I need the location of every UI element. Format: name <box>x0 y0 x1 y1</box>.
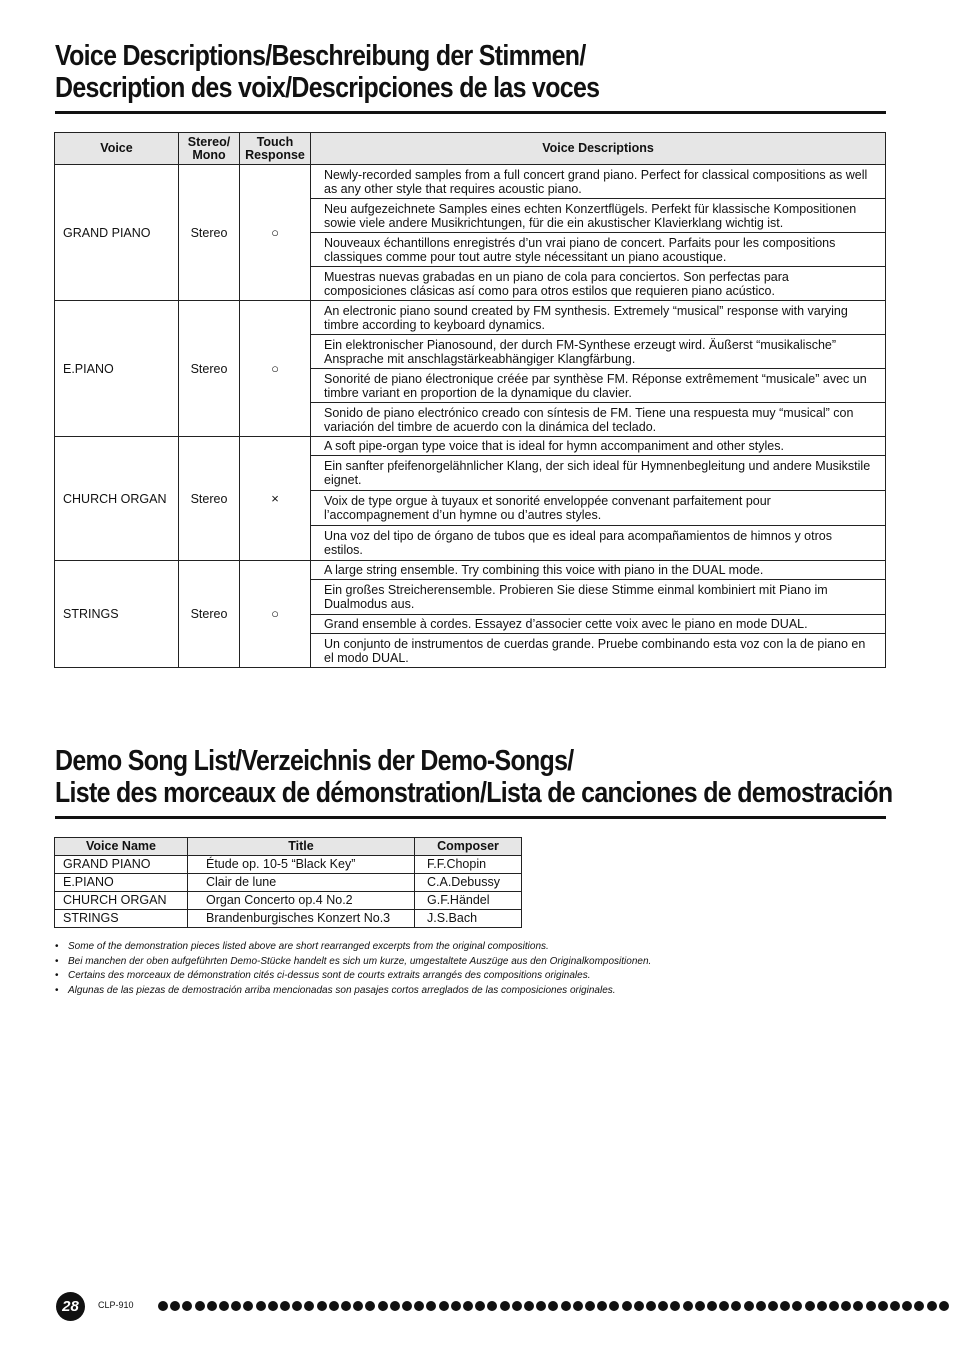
footer-dot <box>695 1301 705 1311</box>
stereo-cell: Stereo <box>179 561 240 668</box>
description-spanish: Sonido de piano electrónico creado con síntesis de FM. Tiene una respuesta muy “musical” con variación del timbre de acuerdo con la dinámica del teclado. <box>311 403 886 437</box>
footer-dot <box>609 1301 619 1311</box>
description-english: An electronic piano sound created by FM synthesis. Extremely “musical” response with varying timbre according to keyboard dynamics. <box>311 301 886 335</box>
footer-dot <box>341 1301 351 1311</box>
footer-dot <box>561 1301 571 1311</box>
footer-dot <box>317 1301 327 1311</box>
footer-dot <box>573 1301 583 1311</box>
footer-dot <box>487 1301 497 1311</box>
model-label: CLP-910 <box>98 1300 134 1310</box>
footer-dot <box>792 1301 802 1311</box>
footer-dot <box>475 1301 485 1311</box>
footer-dot <box>841 1301 851 1311</box>
voice-name-column-header: Voice Name <box>55 838 188 856</box>
footer-dot <box>707 1301 717 1311</box>
footer-dot <box>927 1301 937 1311</box>
touch-response-cell: ○ <box>240 165 311 301</box>
note-item: • Bei manchen der oben aufgeführten Demo-Stücke handelt es sich um kurze, umgestaltete Auszüge aus den Originalkompositionen. <box>55 955 651 970</box>
title-cell: Étude op. 10-5 “Black Key” <box>188 856 415 874</box>
description-french: Nouveaux échantillons enregistrés d’un vrai piano de concert. Parfaits pour les compositions classiques comme pour tout autre style nécessitant un piano acoustique. <box>311 233 886 267</box>
touch-response-cell: × <box>240 437 311 561</box>
footer-dot <box>878 1301 888 1311</box>
footer-dot <box>731 1301 741 1311</box>
footer-dot <box>817 1301 827 1311</box>
title-cell: Clair de lune <box>188 874 415 892</box>
footer-dot <box>829 1301 839 1311</box>
footer-dot <box>378 1301 388 1311</box>
footer-dot <box>243 1301 253 1311</box>
footer-dot <box>292 1301 302 1311</box>
touch-response-column-header <box>240 133 311 165</box>
demo-song-list-heading <box>55 745 892 809</box>
footer-dot <box>622 1301 632 1311</box>
table-row <box>55 301 886 335</box>
voice-name-cell: STRINGS <box>55 561 179 668</box>
header-line: Stereo/ <box>187 134 231 149</box>
header-line: Mono <box>192 147 226 162</box>
footer-dot <box>353 1301 363 1311</box>
footer-dot <box>585 1301 595 1311</box>
description-spanish: Muestras nuevas grabadas en un piano de cola para conciertos. Son perfectas para composiciones clásicas así como para otros estilos que requieren piano acústico. <box>311 267 886 301</box>
footer-dot <box>219 1301 229 1311</box>
footer-dot <box>902 1301 912 1311</box>
touch-response-cell: ○ <box>240 301 311 437</box>
description-spanish: Un conjunto de instrumentos de cuerdas grande. Pruebe combinando esta voz con la de piano en el modo DUAL. <box>311 634 886 668</box>
footer-dot <box>256 1301 266 1311</box>
title-cell: Brandenburgisches Konzert No.3 <box>188 910 415 928</box>
composer-cell: F.F.Chopin <box>415 856 522 874</box>
voice-descriptions-heading <box>55 40 599 104</box>
note-item: • Algunas de las piezas de demostración arriba mencionadas son pasajes cortos arreglados de las composiciones originales. <box>55 984 651 999</box>
description-english: Newly-recorded samples from a full concert grand piano. Perfect for classical compositions as well as any other style that requires acoustic piano. <box>311 165 886 199</box>
footer-dot <box>195 1301 205 1311</box>
touch-response-cell: ○ <box>240 561 311 668</box>
voice-name-cell: GRAND PIANO <box>55 165 179 301</box>
heading-line: Liste des morceaux de démonstration/Lista de canciones de demostración <box>55 777 893 809</box>
description-german: Ein großes Streicherensemble. Probieren Sie diese Stimme einmal kombiniert mit Piano im Dualmodus aus. <box>311 580 886 615</box>
footer-dot <box>597 1301 607 1311</box>
footer-dot <box>439 1301 449 1311</box>
table-header-row <box>55 133 886 165</box>
footer-dot <box>390 1301 400 1311</box>
footer-dot <box>646 1301 656 1311</box>
heading-rule <box>55 816 886 819</box>
composer-cell: C.A.Debussy <box>415 874 522 892</box>
footer-dot <box>768 1301 778 1311</box>
footer-dot <box>426 1301 436 1311</box>
voice-descriptions-table <box>54 132 886 668</box>
voice-name-cell: E.PIANO <box>55 301 179 437</box>
footer-dot <box>365 1301 375 1311</box>
demo-notes-list <box>55 940 651 998</box>
footer-dot <box>463 1301 473 1311</box>
heading-line: Demo Song List/Verzeichnis der Demo-Songs/ <box>55 745 574 777</box>
composer-cell: G.F.Händel <box>415 892 522 910</box>
description-french: Voix de type orgue à tuyaux et sonorité enveloppée convenant parfaitement pour l’accompagnement d’un hymne ou d’autres styles. <box>311 491 886 526</box>
description-german: Ein elektronischer Pianosound, der durch FM-Synthese erzeugt wird. Äußerst “musikalische” Ansprache mit anschlagstärkeabhängiger Klangfärbung. <box>311 335 886 369</box>
note-item: • Certains des morceaux de démonstration cités ci-dessus sont de courts extraits arrangés des compositions originales. <box>55 969 651 984</box>
table-row <box>55 856 522 874</box>
voice-name-cell: STRINGS <box>55 910 188 928</box>
footer-dot <box>536 1301 546 1311</box>
header-line: Response <box>245 147 305 162</box>
page-number-badge: 28 <box>56 1292 85 1321</box>
footer-dot <box>231 1301 241 1311</box>
footer-dot <box>451 1301 461 1311</box>
footer-dot <box>158 1301 168 1311</box>
footer-dot <box>170 1301 180 1311</box>
footer-dot <box>890 1301 900 1311</box>
description-german: Neu aufgezeichnete Samples eines echten Konzertflügels. Perfekt für klassische Kompositionen sowie viele andere Musikrichtungen, für die ein akustischer Klavierklang wichtig ist. <box>311 199 886 233</box>
footer-dot <box>914 1301 924 1311</box>
voice-descriptions-column-header: Voice Descriptions <box>311 133 886 165</box>
heading-line: Voice Descriptions/Beschreibung der Stimmen/ <box>55 40 586 72</box>
voice-name-cell: CHURCH ORGAN <box>55 437 179 561</box>
voice-name-cell: GRAND PIANO <box>55 856 188 874</box>
title-column-header: Title <box>188 838 415 856</box>
voice-column-header: Voice <box>55 133 179 165</box>
stereo-mono-column-header <box>179 133 240 165</box>
description-french: Grand ensemble à cordes. Essayez d’associer cette voix avec le piano en mode DUAL. <box>311 615 886 634</box>
stereo-cell: Stereo <box>179 301 240 437</box>
heading-rule <box>55 111 886 114</box>
table-row <box>55 910 522 928</box>
footer-dot <box>512 1301 522 1311</box>
footer-dot <box>744 1301 754 1311</box>
footer-dot <box>719 1301 729 1311</box>
table-row <box>55 874 522 892</box>
footer-dot <box>683 1301 693 1311</box>
title-cell: Organ Concerto op.4 No.2 <box>188 892 415 910</box>
footer-dot <box>207 1301 217 1311</box>
composer-column-header: Composer <box>415 838 522 856</box>
footer-dot <box>780 1301 790 1311</box>
table-row <box>55 437 886 456</box>
footer-dot <box>182 1301 192 1311</box>
footer-dot <box>280 1301 290 1311</box>
description-english: A large string ensemble. Try combining this voice with piano in the DUAL mode. <box>311 561 886 580</box>
description-german: Ein sanfter pfeifenorgelähnlicher Klang, der sich ideal für Hymnenbegleitung und andere Musikstile eignet. <box>311 456 886 491</box>
description-english: A soft pipe-organ type voice that is ideal for hymn accompaniment and other styles. <box>311 437 886 456</box>
footer-dot <box>670 1301 680 1311</box>
stereo-cell: Stereo <box>179 437 240 561</box>
table-row <box>55 165 886 199</box>
footer-dot <box>268 1301 278 1311</box>
footer-dot <box>329 1301 339 1311</box>
table-row <box>55 561 886 580</box>
footer-dot <box>548 1301 558 1311</box>
footer-dot <box>402 1301 412 1311</box>
heading-line: Description des voix/Descripciones de las voces <box>55 72 600 104</box>
footer-dot <box>414 1301 424 1311</box>
footer-dot <box>658 1301 668 1311</box>
voice-name-cell: E.PIANO <box>55 874 188 892</box>
voice-name-cell: CHURCH ORGAN <box>55 892 188 910</box>
footer-dot <box>756 1301 766 1311</box>
table-row <box>55 892 522 910</box>
stereo-cell: Stereo <box>179 165 240 301</box>
footer-dot <box>853 1301 863 1311</box>
footer-dot <box>634 1301 644 1311</box>
footer-dot <box>939 1301 949 1311</box>
demo-song-table <box>54 837 522 928</box>
footer-dot-row <box>158 1300 954 1312</box>
footer-dot <box>805 1301 815 1311</box>
table-header-row <box>55 838 522 856</box>
footer-dot <box>500 1301 510 1311</box>
footer-dot <box>524 1301 534 1311</box>
header-line: Touch <box>256 134 294 149</box>
composer-cell: J.S.Bach <box>415 910 522 928</box>
footer-dot <box>304 1301 314 1311</box>
note-item: • Some of the demonstration pieces listed above are short rearranged excerpts from the original compositions. <box>55 940 651 955</box>
footer-dot <box>866 1301 876 1311</box>
description-french: Sonorité de piano électronique créée par synthèse FM. Réponse extrêmement “musicale” avec un timbre variant en proportion de la dynamique du clavier. <box>311 369 886 403</box>
description-spanish: Una voz del tipo de órgano de tubos que es ideal para acompañamientos de himnos y otros estilos. <box>311 526 886 561</box>
